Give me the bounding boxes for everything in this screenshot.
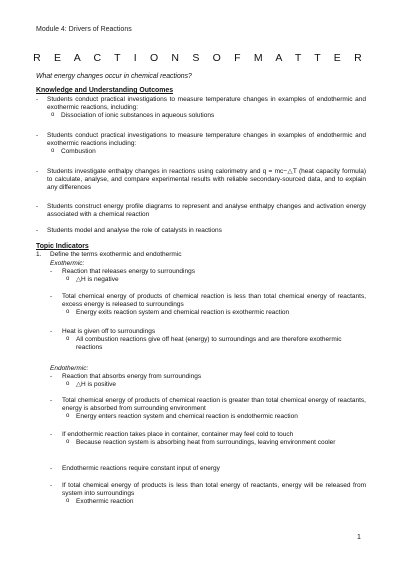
- exothermic-label: Exothermic:: [50, 260, 85, 267]
- sub-point-text: All combustion reactions give off heat (energy) to surroundings and are therefore exothermic reactions: [76, 335, 342, 351]
- sub-point-text: Energy exits reaction system and chemical reaction is exothermic reaction: [76, 308, 290, 316]
- knowledge-item: [36, 168, 366, 192]
- knowledge-item-text: Students conduct practical investigations to measure temperature changes in examples of endothermic and exothermic reactions, including:: [47, 96, 366, 111]
- endothermic-point: [50, 482, 366, 506]
- point-text: If endothermic reaction takes place in container, container may feel cold to touch: [62, 431, 294, 438]
- topic-heading: Topic Indicators: [36, 243, 89, 250]
- endothermic-point: [50, 465, 366, 473]
- exothermic-point: [50, 293, 366, 317]
- guiding-question: What energy changes occur in chemical reactions?: [36, 73, 192, 80]
- topic-item-title: Define the terms exothermic and endothermic: [50, 251, 182, 258]
- point-text: If total chemical energy of products is less than total energy of reactants, energy will be released from system into surroundings: [62, 482, 366, 497]
- sub-point-text: Energy enters reaction system and chemical reaction is endothermic reaction: [76, 412, 298, 420]
- circle-bullet: o: [66, 335, 70, 342]
- point-text: Total chemical energy of products of chemical reaction is less than total chemical energy of reactants, excess energy is released to surroundings: [62, 293, 366, 308]
- knowledge-item: [36, 227, 366, 235]
- dash-bullet: -: [50, 293, 53, 300]
- dash-bullet: -: [50, 328, 53, 335]
- sub-point-text: Combustion: [61, 147, 96, 155]
- dash-bullet: -: [36, 96, 39, 103]
- knowledge-item: [36, 96, 366, 120]
- dash-bullet: -: [36, 132, 39, 139]
- knowledge-item-text: Students model and analyse the role of catalysts in reactions: [47, 227, 222, 234]
- dash-bullet: -: [36, 227, 39, 234]
- knowledge-item-text: Students investigate enthalpy changes in reactions using calorimetry and q = mc−△T (heat capacity formula) to calculate, analyse, and compare experimental results with reliable secondary-sourced data, and to explain any differences: [47, 168, 366, 191]
- circle-bullet: o: [66, 412, 70, 419]
- sub-point: [66, 497, 366, 506]
- dash-bullet: -: [50, 268, 53, 275]
- sub-point-text: △H is positive: [76, 380, 117, 388]
- sub-point: [66, 438, 366, 447]
- knowledge-heading: Knowledge and Understanding Outcomes: [36, 87, 174, 94]
- dash-bullet: -: [50, 482, 53, 489]
- topic-number: 1.: [36, 251, 42, 258]
- knowledge-item: [36, 203, 366, 219]
- point-text: Heat is given off to surroundings: [62, 328, 156, 335]
- circle-bullet: o: [51, 147, 55, 154]
- endothermic-point: [50, 373, 366, 389]
- module-header: Module 4: Drivers of Reactions: [36, 26, 132, 33]
- dash-bullet: -: [50, 397, 53, 404]
- point-text: Reaction that absorbs energy from surroundings: [62, 373, 202, 380]
- dash-bullet: -: [50, 431, 53, 438]
- knowledge-item-text: Students construct energy profile diagrams to represent and analyse enthalpy changes and activation energy associated with a chemical reaction: [47, 203, 366, 218]
- circle-bullet: o: [66, 275, 70, 282]
- sub-point: [66, 335, 366, 352]
- point-text: Total chemical energy of products of chemical reaction is greater than total chemical energy of reactants, energy is absorbed from surrounding environment: [62, 397, 366, 412]
- circle-bullet: o: [66, 308, 70, 315]
- circle-bullet: o: [66, 438, 70, 445]
- dash-bullet: -: [50, 373, 53, 380]
- sub-point: [66, 380, 366, 389]
- sub-point: [51, 111, 366, 120]
- sub-point: [66, 412, 366, 421]
- sub-point-text: △H is negative: [76, 275, 119, 283]
- circle-bullet: o: [66, 497, 70, 504]
- exothermic-point: [50, 268, 366, 284]
- page-title: R E A C T I O N S O F M A T T E R: [33, 52, 367, 64]
- sub-point: [51, 147, 366, 156]
- dash-bullet: -: [36, 203, 39, 210]
- point-text: Reaction that releases energy to surroundings: [62, 268, 195, 275]
- sub-point: [66, 308, 366, 317]
- dash-bullet: -: [36, 168, 39, 175]
- exothermic-point: [50, 328, 366, 352]
- knowledge-item: [36, 132, 366, 156]
- knowledge-item-text: Students conduct practical investigations to measure temperature changes in examples of endothermic and exothermic reactions including:: [47, 132, 366, 147]
- endothermic-point: [50, 397, 366, 421]
- circle-bullet: o: [51, 111, 55, 118]
- point-text: Endothermic reactions require constant input of energy: [62, 465, 220, 472]
- page-number: 1: [357, 534, 361, 541]
- sub-point: [66, 275, 366, 284]
- circle-bullet: o: [66, 380, 70, 387]
- dash-bullet: -: [50, 465, 53, 472]
- sub-point-text: Exothermic reaction: [76, 497, 134, 505]
- endothermic-label: Endothermic:: [50, 365, 89, 372]
- sub-point-text: Because reaction system is absorbing heat from surroundings, leaving environment cooler: [76, 438, 336, 446]
- sub-point-text: Dissociation of ionic substances in aqueous solutions: [61, 111, 215, 119]
- endothermic-point: [50, 431, 366, 447]
